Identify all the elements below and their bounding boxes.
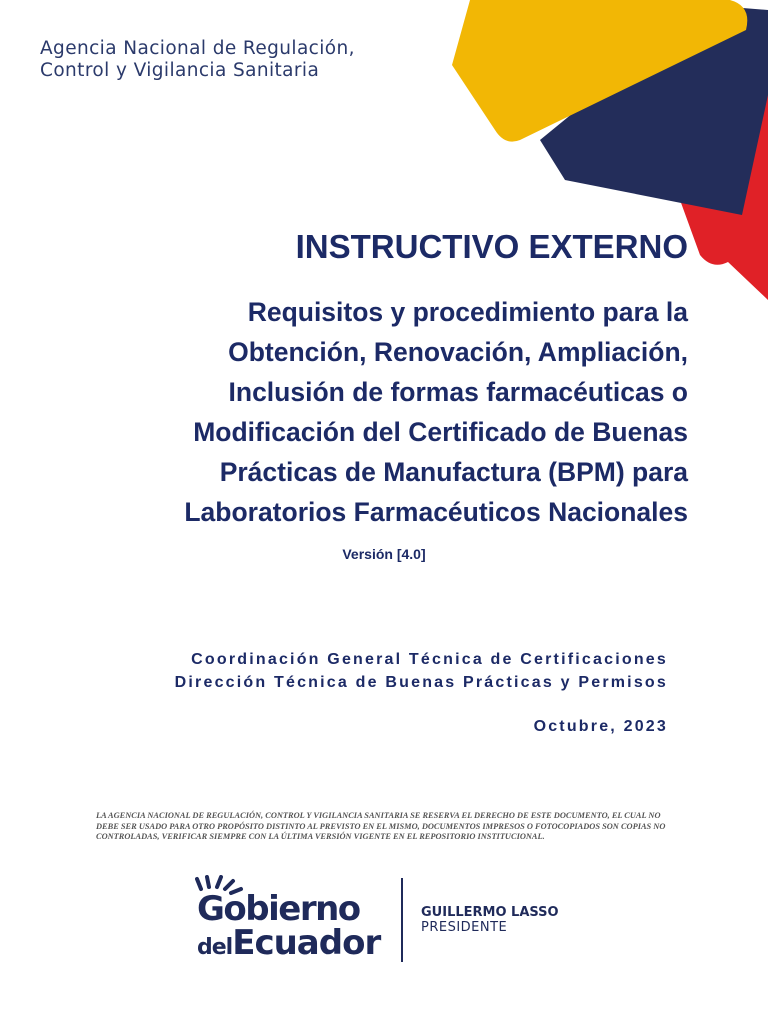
logo-text-ecuador: Ecuador <box>232 923 381 963</box>
document-subtitle <box>68 292 688 532</box>
document-type-title: INSTRUCTIVO EXTERNO <box>295 228 688 265</box>
logo-text-del-ecuador <box>197 923 380 963</box>
logo-divider <box>401 878 403 962</box>
document-version: Versión [4.0] <box>342 546 426 562</box>
president-name: GUILLERMO LASSO <box>421 905 559 920</box>
subtitle-line: Obtención, Renovación, Ampliación, <box>228 337 688 367</box>
subtitle-line: Modificación del Certificado de Buenas <box>193 417 688 447</box>
subtitle-line: Inclusión de formas farmacéuticas o <box>228 377 688 407</box>
president-block <box>421 905 559 935</box>
direction-name: Dirección Técnica de Buenas Prácticas y Permisos <box>174 674 668 691</box>
subtitle-line: Requisitos y procedimiento para la <box>247 297 688 327</box>
coordination-name: Coordinación General Técnica de Certificaciones <box>191 651 668 668</box>
subtitle-line: Prácticas de Manufactura (BPM) para <box>219 457 688 487</box>
logo-text-del: del <box>197 935 233 960</box>
disclaimer-text: LA AGENCIA NACIONAL DE REGULACIÓN, CONTROL Y VIGILANCIA SANITARIA SE RESERVA EL DERECHO DE ESTE DOCUMENTO, EL CUAL NO DEBE SER USADO PARA OTRO PROPÓSITO DISTINTO AL PREVISTO EN EL MISMO, DOCUMENTOS IMPRESOS O FOTOCOPIADOS SON COPIAS NO CONTROLADAS, VERIFICAR SIEMPRE CON LA ÚLTIMA VERSIÓN VIGENTE EN EL REPOSITORIO INSTITUCIONAL. <box>96 811 666 841</box>
agency-name-line2: Control y Vigilancia Sanitaria <box>40 60 320 81</box>
agency-name-line1: Agencia Nacional de Regulación, <box>40 38 355 59</box>
document-date: Octubre, 2023 <box>533 718 668 735</box>
subtitle-line: Laboratorios Farmacéuticos Nacionales <box>184 497 688 527</box>
issuing-units <box>175 648 668 694</box>
president-role: PRESIDENTE <box>421 920 508 935</box>
logo-text-gobierno: Gobierno <box>197 889 360 929</box>
